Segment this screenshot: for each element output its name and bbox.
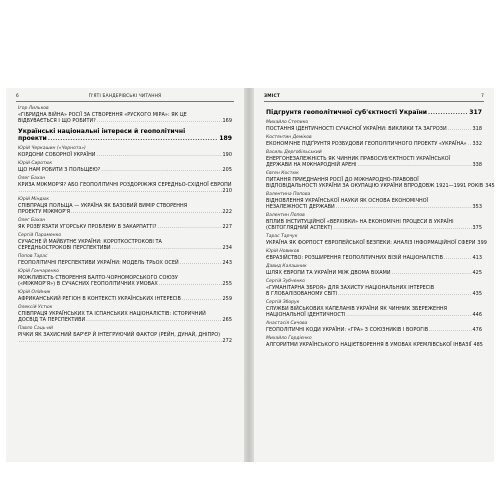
dot-leader bbox=[86, 318, 221, 324]
dot-leader bbox=[71, 210, 221, 216]
toc-author: Костянтин Деміков bbox=[266, 135, 312, 141]
toc-author: Павло Саць-ий bbox=[18, 326, 53, 332]
dot-leader bbox=[429, 328, 471, 334]
toc-author: Юрій Черкашин («Чорнота») bbox=[18, 146, 86, 152]
toc-entry-text: (СВІТОГЛЯДНИЙ АСПЕКТ) bbox=[266, 225, 333, 232]
toc-title-line bbox=[266, 270, 482, 277]
section-line bbox=[18, 135, 232, 143]
toc-title-line bbox=[266, 312, 482, 319]
dot-leader bbox=[448, 127, 472, 133]
toc-entry bbox=[266, 300, 482, 319]
toc-title-line bbox=[266, 327, 482, 334]
toc-title bbox=[18, 275, 232, 288]
toc-page-number: 413 bbox=[472, 254, 482, 261]
toc-entry bbox=[266, 336, 482, 349]
toc-title bbox=[266, 327, 482, 334]
dot-leader bbox=[48, 136, 218, 143]
toc-author: Юрій Гончаренко bbox=[18, 269, 59, 275]
right-page-number: 7 bbox=[481, 94, 484, 99]
toc-title bbox=[18, 332, 232, 345]
toc-entry-text: СПІВПРАЦЯ ПОЛЬЩА — УКРАЇНА ЯК БАЗОВИЙ ВИМІР СТВОРЕННЯ bbox=[18, 202, 188, 209]
dot-leader bbox=[338, 292, 472, 298]
toc-entry bbox=[18, 218, 232, 231]
toc-page-number: 353 bbox=[472, 203, 482, 210]
toc-page-number: 375 bbox=[472, 225, 482, 232]
toc-page-number: 399 bbox=[477, 239, 487, 246]
toc-page-number: 189 bbox=[219, 135, 232, 143]
toc-entry bbox=[18, 106, 232, 125]
toc-title-line bbox=[18, 167, 232, 174]
toc-author: Сергій Зборук bbox=[266, 300, 300, 306]
toc-title bbox=[266, 270, 482, 277]
dot-leader bbox=[182, 297, 222, 303]
toc-page-number: 435 bbox=[472, 290, 482, 297]
toc-page-number: 205 bbox=[222, 166, 232, 173]
toc-entry-text: ДЕРЖАВИ НА МІЖНАРОДНІЙ АРЕНІ bbox=[266, 161, 357, 168]
toc-author: Юрій Міндюк bbox=[18, 197, 50, 203]
toc-entry bbox=[18, 197, 232, 216]
toc-author: Тарас Тарчук bbox=[266, 234, 298, 240]
dot-leader bbox=[428, 110, 468, 117]
toc-entry-text: ГЕОПОЛІТИЧНІ КОДИ УКРАЇНИ: «ГРА» З СОЮЗНИКІВ І ВОРОГІВ bbox=[266, 326, 429, 333]
toc-title bbox=[266, 176, 495, 190]
toc-title-line bbox=[18, 338, 232, 345]
toc-entry-text: ДОСВІД ТА ПЕРСПЕКТИВИ bbox=[18, 317, 86, 324]
toc-title bbox=[266, 141, 482, 148]
dot-leader bbox=[157, 225, 221, 231]
toc-page-number: 210 bbox=[222, 187, 232, 194]
toc-title-line bbox=[18, 296, 232, 303]
toc-page-number: 265 bbox=[222, 317, 232, 324]
toc-title-line bbox=[18, 118, 232, 125]
dot-leader bbox=[101, 168, 221, 174]
toc-page-number: 222 bbox=[222, 209, 232, 216]
toc-entry bbox=[18, 305, 232, 324]
section-line bbox=[266, 109, 482, 117]
toc-entry-text: КОРДОНИ СОБОРНОЇ УКРАЇНИ bbox=[18, 152, 96, 158]
dot-leader bbox=[392, 271, 472, 277]
dot-leader bbox=[112, 246, 222, 252]
toc-title bbox=[18, 203, 232, 216]
toc-page-number: 259 bbox=[222, 295, 232, 302]
toc-section-heading bbox=[18, 128, 232, 143]
toc-title-line bbox=[266, 204, 482, 211]
toc-entry-text: НЕЗАЛЕЖНОСТІ ДЕРЖАВИ bbox=[266, 203, 335, 210]
toc-author: Юрій Новиков bbox=[266, 249, 300, 255]
dot-leader bbox=[346, 313, 471, 319]
toc-title-line bbox=[18, 209, 232, 216]
toc-entry bbox=[18, 176, 232, 195]
toc-entry bbox=[266, 249, 482, 262]
toc-page-number: 338 bbox=[472, 161, 482, 168]
toc-title-line bbox=[18, 152, 232, 159]
toc-entry bbox=[266, 213, 482, 232]
toc-title bbox=[18, 296, 232, 303]
toc-page-number: 169 bbox=[222, 117, 232, 124]
toc-title bbox=[18, 152, 232, 159]
toc-author: Юрій Сиротюк bbox=[18, 161, 53, 167]
toc-entry bbox=[266, 234, 487, 247]
toc-page-number: 255 bbox=[222, 281, 232, 288]
toc-entry-text: ГЕОПОЛІТИЧНІ ПЕРСПЕКТИВИ УКРАЇНИ: МОДЕЛЬ ТРЬОХ ОСЕЙ bbox=[18, 259, 179, 266]
toc-entry-text: ВПЛИВ ІНСТИТУЦІЙНОЇ «ВЕРХІВКИ» НА ЕКОНОМІЧНІ ПРОЦЕСИ В УКРАЇНІ bbox=[266, 218, 454, 225]
toc-entry bbox=[266, 150, 482, 169]
toc-entry-text: ЄВРАЗІЙСТВО: РОЗШИРЕННЯ ГЕОПОЛІТИЧНИХ ВІЗІЙ НАЦІОНАЛІСТІВ bbox=[266, 254, 443, 261]
toc-entry-text: Підгрунтя геополітичної суб'єктності України bbox=[266, 109, 428, 116]
toc-page-number: 243 bbox=[222, 259, 232, 266]
toc-author: Сергій Зубченко bbox=[266, 279, 305, 285]
toc-author: Валентин Попов bbox=[266, 213, 305, 219]
toc-title bbox=[266, 239, 487, 247]
toc-author: Юрій Олійник bbox=[18, 290, 51, 296]
toc-author: Олег Бахан bbox=[18, 218, 46, 224]
toc-entry bbox=[266, 321, 482, 334]
toc-title-line bbox=[266, 225, 482, 232]
dot-leader bbox=[19, 189, 222, 195]
toc-entry-text: МОЖЛИВІСТЬ СТВОРЕННЯ БАЛТО-ЧОРНОМОРСЬКОГО СОЮЗУ bbox=[18, 274, 178, 281]
book-gutter bbox=[244, 88, 254, 462]
toc-page-number: 318 bbox=[472, 125, 482, 132]
toc-title bbox=[266, 342, 482, 349]
toc-author: Анастасія Сичова bbox=[266, 321, 308, 327]
toc-entry-text: СЛУЖБИ ВІЙСЬКОВИХ КАПЕЛАНІВ УКРАЇНИ ЯК ЧИННИК ЗБЕРЕЖЕННЯ bbox=[266, 305, 448, 312]
toc-entry bbox=[18, 146, 232, 159]
toc-title-line bbox=[266, 182, 495, 190]
toc-title bbox=[18, 239, 232, 252]
toc-title bbox=[18, 224, 232, 231]
toc-page-number: 425 bbox=[472, 269, 482, 276]
dot-leader bbox=[444, 256, 472, 262]
toc-author: Михайло Степико bbox=[266, 120, 309, 126]
toc-author: Ігор Лильков bbox=[18, 106, 49, 111]
toc-entry-text: НАЦІОНАЛЬНОЇ ІДЕНТИЧНОСТІ bbox=[266, 311, 346, 318]
toc-entry bbox=[266, 279, 482, 298]
toc-entry-text: ЕКОНОМІЧНЕ ПІДҐРУНТЯ РОЗБУДОВИ ГЕОПОЛІТИЧНОГО ПРОЕКТУ «УКРАЇНА» bbox=[266, 140, 467, 147]
toc-entry bbox=[18, 290, 232, 303]
toc-title bbox=[266, 306, 482, 319]
toc-title bbox=[266, 126, 482, 133]
toc-title bbox=[266, 198, 482, 211]
toc-entry bbox=[266, 135, 482, 148]
toc-page-number: 446 bbox=[472, 311, 482, 318]
toc-entry bbox=[266, 120, 482, 133]
toc-title-line bbox=[18, 188, 232, 195]
toc-page-number: 345 bbox=[485, 182, 495, 189]
toc-title bbox=[266, 255, 482, 262]
toc-author: Василь Дергобільський bbox=[266, 149, 322, 155]
toc-entry-text: «ГІБРИДНА ВІЙНА» РОСІЇ ЗА СТВОРЕННЯ «РУСКОГО МІРА»: ЯК ЦЕ bbox=[18, 111, 187, 118]
toc-entry-text: ЕНЕРГОНЕЗАЛЕЖНІСТЬ ЯК ЧИННИК ПРАВОСУБ'ЄКТНОСТІ УКРАЇНСЬКОЇ bbox=[266, 155, 451, 162]
right-running-title: ЗМІСТ bbox=[264, 94, 281, 99]
toc-entry bbox=[18, 269, 232, 288]
toc-entry bbox=[18, 326, 232, 345]
left-toc bbox=[18, 106, 232, 347]
left-running-title: П'ЯТІ БАНДЕРІВСЬКІ ЧИТАННЯ bbox=[88, 94, 162, 99]
toc-entry bbox=[266, 171, 495, 190]
toc-entry-text: ЩО НАМ РОБИТИ З ПОЛЬЩЕЮ? bbox=[18, 166, 101, 173]
right-page bbox=[254, 88, 494, 462]
toc-title bbox=[18, 112, 232, 125]
toc-page-number: 485 bbox=[473, 341, 483, 348]
toc-author: Євген Костюк bbox=[266, 171, 299, 177]
toc-title bbox=[18, 260, 232, 267]
toc-entry bbox=[18, 161, 232, 174]
toc-entry bbox=[18, 233, 232, 252]
toc-author: Попов Тарас bbox=[18, 254, 48, 260]
toc-page-number: 332 bbox=[472, 140, 482, 147]
toc-entry-text: ВІДБУВАЄТЬСЯ І ЩО РОБИТИ? bbox=[18, 117, 96, 124]
toc-section-heading bbox=[266, 109, 482, 117]
toc-title-line bbox=[18, 317, 232, 324]
toc-entry-text: АЛГОРИТМИ УКРАЇНСЬКОГО НАЦІЄТВОРЕННЯ В УМОВАХ КРЕМЛІВСЬКОЇ ІНВАЗІЇ bbox=[266, 341, 472, 348]
toc-title-line bbox=[18, 332, 232, 338]
toc-page-number: 234 bbox=[222, 245, 232, 252]
toc-entry bbox=[18, 254, 232, 267]
section-line bbox=[18, 128, 232, 135]
toc-entry bbox=[266, 192, 482, 211]
toc-title bbox=[18, 311, 232, 324]
toc-title bbox=[18, 167, 232, 174]
toc-page-number: 317 bbox=[469, 109, 482, 116]
toc-author: Валентина Попова bbox=[266, 192, 311, 198]
toc-page-number: 272 bbox=[222, 338, 232, 345]
left-page bbox=[6, 88, 244, 462]
dot-leader bbox=[333, 226, 471, 232]
toc-entry-text: ПОСТАННЯ ІДЕНТИЧНОСТІ СУЧАСНОЇ УКРАЇНИ: ВИКЛИКИ ТА ЗАГРОЗИ bbox=[266, 125, 447, 132]
toc-page-number: 476 bbox=[472, 326, 482, 333]
toc-title-line bbox=[266, 239, 487, 247]
toc-entry-text: КРИЗА МІЖМОР'Я? АБО ГЕОПОЛІТИЧНІ РОЗДОРІЖЖЯ СЕРЕДНЬО-СХІДНОЇ ЄВРОПИ bbox=[18, 181, 232, 188]
toc-entry-text: «ГУМАНІТАРНА ЗБРОЯ» ДЛЯ ЗАХИСТУ НАЦІОНАЛЬНИХ ІНТЕРЕСІВ bbox=[266, 284, 435, 291]
toc-entry-text: ПИТАННЯ ПРИЄДНАННЯ РОСІЇ ДО МІЖНАРОДНО-ПРАВОВОЇ bbox=[266, 176, 419, 183]
dot-leader bbox=[97, 119, 222, 125]
left-page-number: 6 bbox=[16, 94, 19, 99]
toc-title bbox=[266, 219, 482, 232]
toc-author: Олексій Устюк bbox=[18, 305, 53, 311]
toc-page-number: 227 bbox=[222, 223, 232, 230]
toc-title-line bbox=[18, 182, 232, 188]
dot-leader bbox=[468, 142, 472, 148]
toc-entry-text: ПРОЕКТУ МІЖМОР'Я bbox=[18, 209, 71, 216]
toc-entry-text: проекти bbox=[18, 135, 47, 143]
dot-leader bbox=[180, 261, 222, 267]
toc-entry-text: СУЧАСНЕ Й МАЙБУТНЄ УКРАЇНИ: КОРОТКОСТРОКОВІ ТА bbox=[18, 238, 162, 245]
dot-leader bbox=[19, 339, 222, 345]
right-header-rule bbox=[264, 101, 484, 102]
toc-entry-text: ВІДПОВІДАЛЬНОСТІ УКРАЇНИ ЗА ОКУПАЦІЮ УКРАЇНИ ВПРОДОВЖ 1921—1991 РОКІВ bbox=[266, 182, 484, 189]
toc-title-line bbox=[266, 126, 482, 133]
dot-leader bbox=[336, 205, 472, 211]
toc-title-line bbox=[266, 162, 482, 169]
toc-entry-text: СПІВПРАЦЯ УКРАЇНСЬКИХ ТА ІСПАНСЬКИХ НАЦІОНАЛІСТІВ: ІСТОРИЧНИЙ bbox=[18, 310, 206, 317]
dot-leader bbox=[159, 282, 222, 288]
toc-title-line bbox=[18, 260, 232, 267]
toc-author: Сергій Параменко bbox=[18, 233, 62, 239]
toc-entry bbox=[266, 264, 482, 277]
toc-title bbox=[266, 285, 482, 298]
toc-entry-text: РІЧКИ ЯК ЗАХИСНИЙ БАР'ЄР Й ІНТЕГРУЮЧИЙ ФАКТОР (РЕЙН, ДУНАЙ, ДНІПРО) bbox=[18, 331, 221, 338]
toc-title-line bbox=[18, 224, 232, 231]
toc-entry-text: ЯК РОЗВ'ЯЗАТИ УГОРСЬКУ ПРОБЛЕМУ В ЗАКАРПАТТІ? bbox=[18, 223, 157, 230]
toc-title-line bbox=[266, 291, 482, 298]
dot-leader bbox=[97, 153, 222, 159]
toc-entry-text: ВІДНОВЛЕННЯ УКРАЇНСЬКОЇ НАУКИ ЯК ОСНОВА ЕКОНОМІЧНОЇ bbox=[266, 197, 429, 204]
right-toc bbox=[266, 106, 495, 351]
toc-title bbox=[266, 156, 482, 169]
toc-title bbox=[18, 182, 232, 195]
toc-entry-text: УКРАЇНА ЯК ФОРПОСТ ЄВРОПЕЙСЬКОЇ БЕЗПЕКИ: АНАЛІЗ ІНФОРМАЦІЙНОЇ СФЕРИ bbox=[266, 239, 476, 246]
toc-title-line bbox=[266, 255, 482, 262]
toc-title-line bbox=[18, 245, 232, 252]
toc-entry-text: ШЛЯХ ЄВРОПИ ТА УКРАЇНИ МІЖ ДВОМА ВІХАМИ bbox=[266, 269, 391, 276]
toc-title-line bbox=[18, 281, 232, 288]
left-header-rule bbox=[16, 101, 234, 102]
toc-entry-text: Українські національні інтереси й геополітичні bbox=[18, 128, 186, 135]
toc-page-number: 190 bbox=[222, 152, 232, 158]
toc-title-line bbox=[266, 342, 482, 349]
toc-entry-text: СЕРЕДНЬОСТРОКОВІ ПЕРСПЕКТИВИ bbox=[18, 245, 111, 252]
toc-title-line bbox=[266, 141, 482, 148]
toc-entry-text: В ГЛОБАЛІЗОВАНОМУ СВІТІ bbox=[266, 290, 337, 297]
toc-author: Михайло Гордієнко bbox=[266, 336, 312, 342]
toc-entry-text: («МІЖМОР'Я») В СУЧАСНИХ ГЕОПОЛІТИЧНИХ УМОВАХ bbox=[18, 281, 158, 288]
toc-author: Давид Калашник bbox=[266, 264, 307, 270]
toc-author: Олег Бахан bbox=[18, 176, 46, 182]
dot-leader bbox=[357, 163, 471, 169]
toc-entry-text: АФРИКАНСЬКИЙ РЕГІОН В КОНТЕКСТІ УКРАЇНСЬКИХ ІНТЕРЕСІВ bbox=[18, 295, 181, 302]
